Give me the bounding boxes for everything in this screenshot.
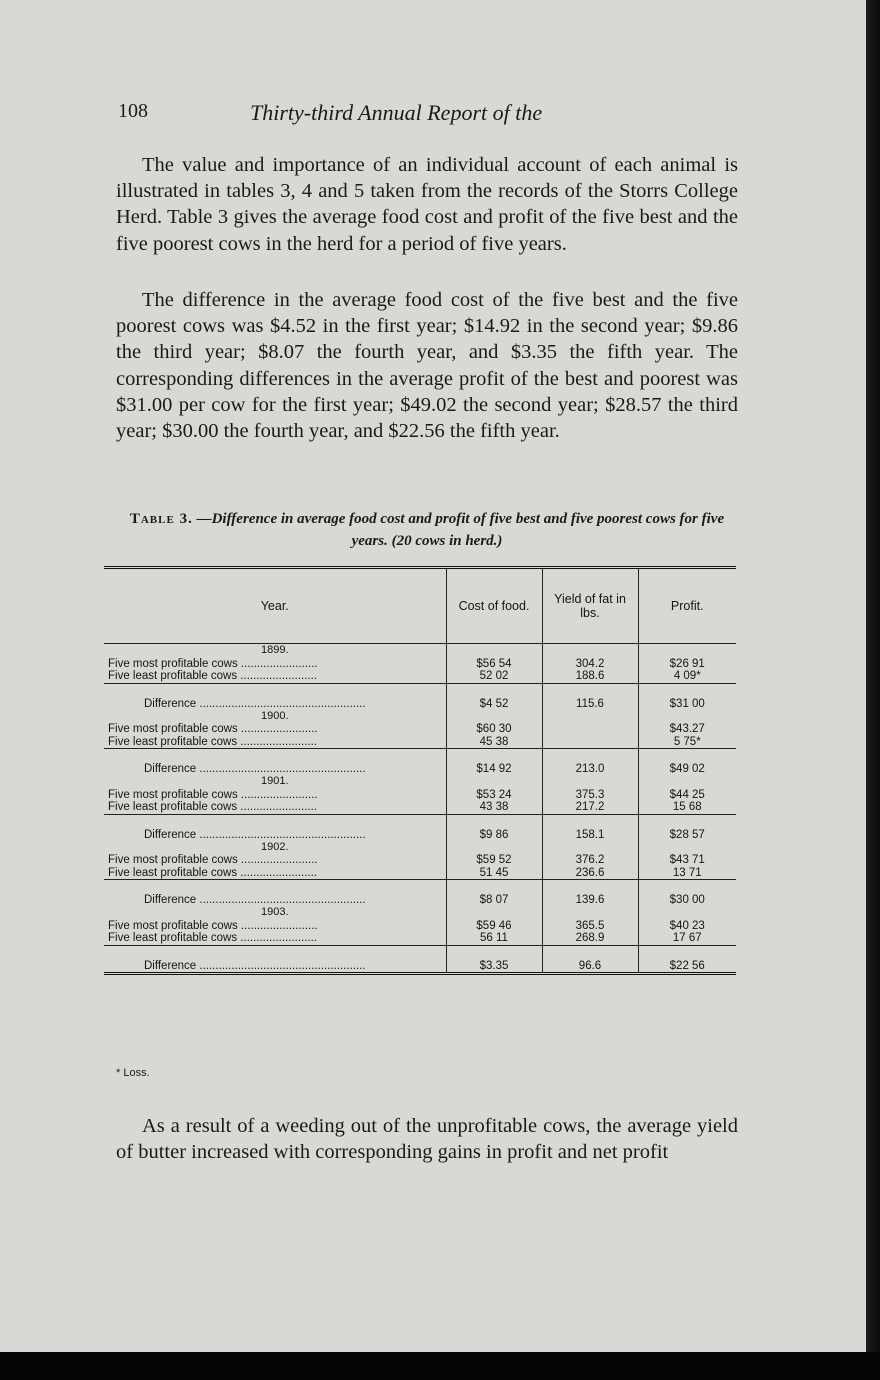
difference-label: Difference .................................................... bbox=[104, 683, 446, 710]
best-cows-label: Five most profitable cows ........................ bbox=[108, 919, 318, 932]
difference-row bbox=[104, 814, 736, 841]
year-label: 1899. bbox=[260, 644, 289, 656]
row-label bbox=[104, 775, 446, 814]
least-cows-label: Five least profitable cows ........................ bbox=[108, 932, 317, 944]
cost-cell bbox=[446, 775, 542, 814]
difference-cost: $3.35 bbox=[446, 945, 542, 973]
best-cost: $53 24 bbox=[476, 788, 512, 801]
best-fat: 376.2 bbox=[575, 854, 605, 866]
table-row bbox=[104, 775, 736, 814]
year-label: 1900. bbox=[260, 709, 289, 722]
least-fat: 188.6 bbox=[575, 670, 605, 682]
difference-row bbox=[104, 749, 736, 776]
difference-fat: 139.6 bbox=[542, 880, 638, 907]
running-title: Thirty-third Annual Report of the bbox=[250, 100, 543, 125]
best-cows-label: Five most profitable cows ........................ bbox=[108, 657, 318, 670]
fat-cell bbox=[542, 841, 638, 880]
best-profit: $44 25 bbox=[669, 788, 705, 801]
best-profit: $40 23 bbox=[669, 919, 705, 932]
best-cows-label: Five most profitable cows ........................ bbox=[108, 854, 318, 866]
book-gutter-shadow bbox=[866, 0, 880, 1380]
best-fat: 304.2 bbox=[575, 657, 605, 670]
row-label bbox=[104, 644, 446, 684]
difference-profit: $22 56 bbox=[638, 945, 736, 973]
paragraph-1: The value and importance of an individual account of each animal is illustrated in tables 3, 4 and 5 taken from the records of the Storrs College Herd. Table 3 gives the average food cost and profit of the five best and the five poorest cows in the herd for a period of five years. bbox=[116, 154, 738, 255]
best-cost: $59 52 bbox=[476, 854, 512, 866]
header-profit: Profit. bbox=[638, 568, 736, 644]
row-label bbox=[104, 841, 446, 880]
table-row bbox=[104, 710, 736, 749]
best-cost: $59 46 bbox=[476, 919, 512, 932]
least-cows-label: Five least profitable cows ........................ bbox=[108, 735, 317, 748]
least-profit: 4 09* bbox=[673, 670, 701, 682]
difference-cost: $14 92 bbox=[446, 749, 542, 776]
least-cows-label: Five least profitable cows ........................ bbox=[108, 670, 317, 682]
table-row bbox=[104, 644, 736, 684]
profit-cell bbox=[638, 906, 736, 945]
table-row bbox=[104, 841, 736, 880]
difference-fat: 96.6 bbox=[542, 945, 638, 973]
running-head bbox=[118, 100, 738, 130]
header-year: Year. bbox=[104, 568, 446, 644]
difference-row bbox=[104, 880, 736, 907]
best-fat: 365.5 bbox=[575, 919, 605, 932]
least-cost: 45 38 bbox=[479, 735, 509, 748]
profit-cell bbox=[638, 644, 736, 684]
best-profit: $43.27 bbox=[669, 723, 705, 735]
table-caption bbox=[116, 508, 738, 552]
least-profit: 13 71 bbox=[672, 866, 702, 879]
header-yield: Yield of fat in lbs. bbox=[542, 568, 638, 644]
year-label: 1902. bbox=[260, 840, 289, 853]
least-profit: 5 75* bbox=[673, 735, 701, 748]
least-fat: 236.6 bbox=[575, 866, 605, 879]
best-fat: 375.3 bbox=[575, 788, 605, 801]
scan-bottom-edge bbox=[0, 1352, 880, 1380]
caption-label: Table 3. bbox=[129, 511, 193, 527]
header-cost: Cost of food. bbox=[446, 568, 542, 644]
difference-row bbox=[104, 945, 736, 973]
data-table bbox=[104, 566, 736, 975]
difference-label: Difference .................................................... bbox=[104, 945, 446, 973]
profit-cell bbox=[638, 841, 736, 880]
row-label bbox=[104, 906, 446, 945]
least-cows-label: Five least profitable cows ........................ bbox=[108, 801, 317, 813]
best-cows-label: Five most profitable cows ........................ bbox=[108, 723, 318, 735]
difference-label: Difference .................................................... bbox=[104, 880, 446, 907]
least-profit: 17 67 bbox=[672, 932, 702, 944]
paragraph-2: The difference in the average food cost of the five best and the five poorest cows was $4.52 in the first year; $14.92 in the second year; $9.86 the third year; $8.07 the fourth year, and $3.35 the fifth year. The corresponding differences in the average profit of the best and poorest was $31.00 per cow for the first year; $49.02 the second year; $28.57 the third year; $30.00 the fourth year, and $22.56 the fifth year. bbox=[116, 289, 738, 443]
best-profit: $26 91 bbox=[669, 657, 705, 670]
best-cost: $56 54 bbox=[476, 657, 512, 670]
difference-fat: 213.0 bbox=[542, 749, 638, 776]
difference-profit: $28 57 bbox=[638, 814, 736, 841]
best-cost: $60 30 bbox=[476, 723, 512, 735]
least-cost: 43 38 bbox=[479, 801, 509, 813]
fat-cell bbox=[542, 775, 638, 814]
cost-cell bbox=[446, 841, 542, 880]
difference-profit: $30 00 bbox=[638, 880, 736, 907]
cost-cell bbox=[446, 710, 542, 749]
difference-label: Difference .................................................... bbox=[104, 749, 446, 776]
cost-cell bbox=[446, 906, 542, 945]
least-fat: 217.2 bbox=[575, 801, 605, 813]
table-header-row bbox=[104, 568, 736, 644]
difference-cost: $4 52 bbox=[446, 683, 542, 710]
difference-profit: $31 00 bbox=[638, 683, 736, 710]
difference-cost: $9 86 bbox=[446, 814, 542, 841]
fat-cell bbox=[542, 710, 638, 749]
least-cows-label: Five least profitable cows ........................ bbox=[108, 866, 317, 879]
caption-title: —Difference in average food cost and profit of five best and five poorest cows for five years. (20 cows in herd.) bbox=[196, 511, 725, 549]
profit-cell bbox=[638, 775, 736, 814]
cost-cell bbox=[446, 644, 542, 684]
footnote: * Loss. bbox=[116, 1067, 150, 1079]
page-number: 108 bbox=[118, 100, 148, 122]
least-fat: 268.9 bbox=[575, 932, 605, 944]
fat-cell bbox=[542, 644, 638, 684]
row-label bbox=[104, 710, 446, 749]
best-profit: $43 71 bbox=[669, 854, 705, 866]
best-cows-label: Five most profitable cows ........................ bbox=[108, 788, 318, 801]
fat-cell bbox=[542, 906, 638, 945]
closing-paragraph: As a result of a weeding out of the unprofitable cows, the average yield of butter increased with corresponding gains in profit and net profit bbox=[116, 1115, 738, 1164]
least-profit: 15 68 bbox=[672, 801, 702, 813]
least-cost: 56 11 bbox=[480, 932, 508, 944]
least-cost: 52 02 bbox=[479, 670, 509, 682]
difference-fat: 158.1 bbox=[542, 814, 638, 841]
profit-cell bbox=[638, 710, 736, 749]
least-cost: 51 45 bbox=[479, 866, 509, 879]
difference-row bbox=[104, 683, 736, 710]
difference-cost: $8 07 bbox=[446, 880, 542, 907]
difference-fat: 115.6 bbox=[542, 683, 638, 710]
difference-profit: $49 02 bbox=[638, 749, 736, 776]
year-label: 1901. bbox=[260, 775, 289, 787]
year-label: 1903. bbox=[260, 906, 289, 918]
difference-label: Difference .................................................... bbox=[104, 814, 446, 841]
table-row bbox=[104, 906, 736, 945]
